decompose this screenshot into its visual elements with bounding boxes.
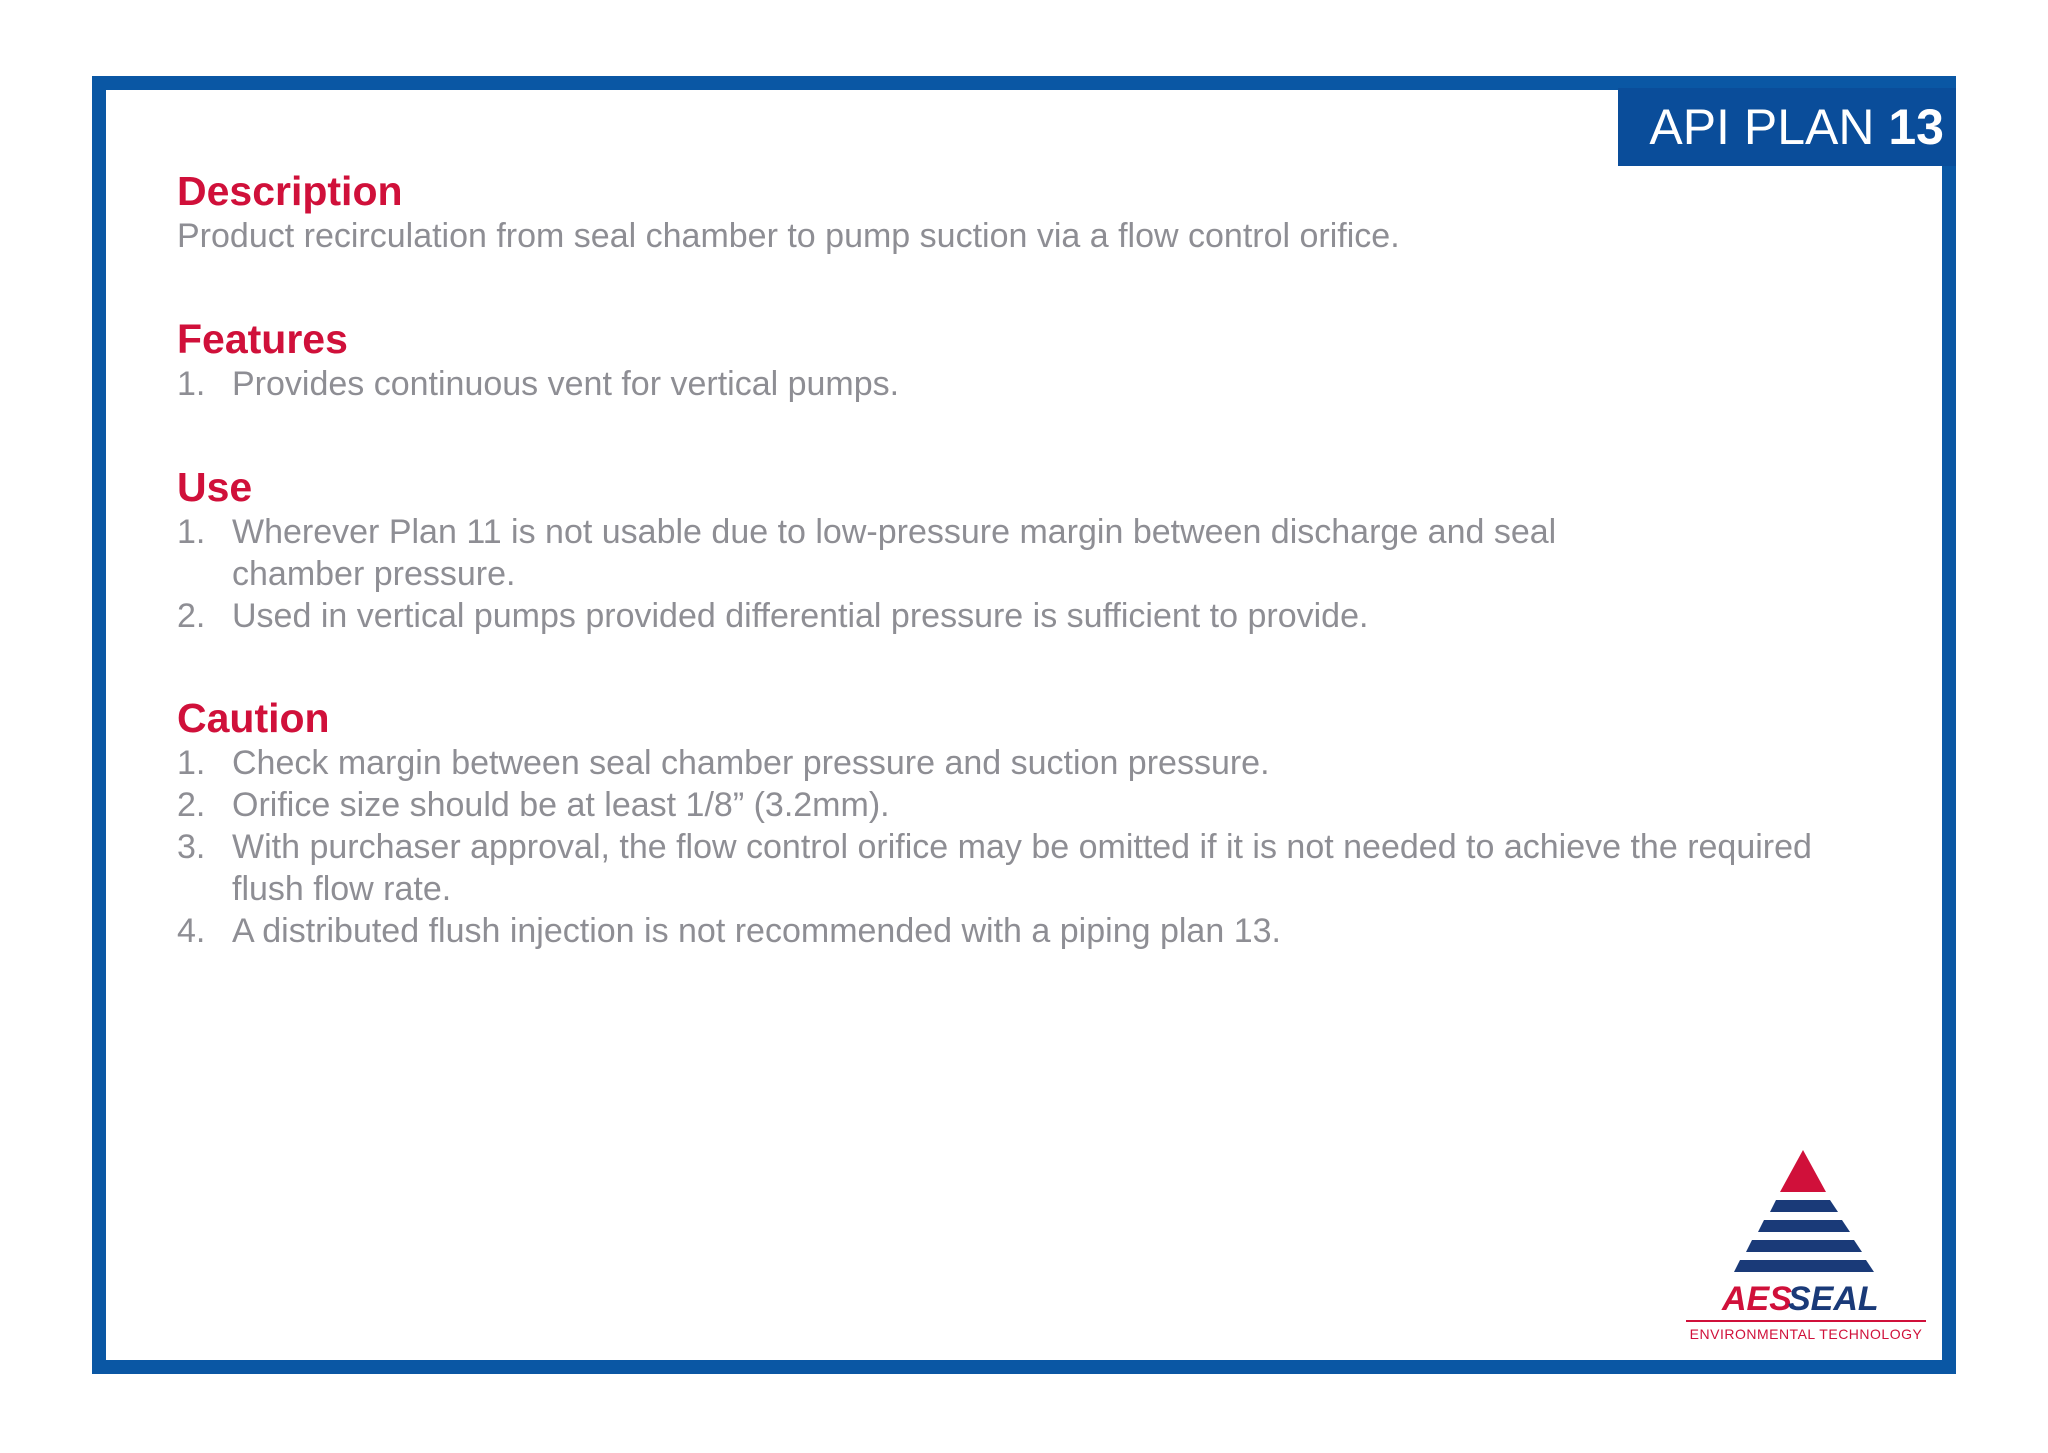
list-number: 1. xyxy=(177,365,206,403)
description-section xyxy=(177,167,1837,257)
caution-heading: Caution xyxy=(177,695,330,741)
logo-stripe xyxy=(1734,1260,1874,1272)
list-number: 1. xyxy=(177,513,206,551)
list-number: 2. xyxy=(177,597,206,635)
list-item xyxy=(177,742,1837,784)
badge-label: API PLAN xyxy=(1649,99,1875,155)
caution-section xyxy=(177,694,1837,952)
list-text: With purchaser approval, the flow control orifice may be omitted if it is not needed to achieve the required flush flow rate. xyxy=(232,828,1812,908)
logo-stripe xyxy=(1758,1220,1850,1232)
list-text: Provides continuous vent for vertical pumps. xyxy=(232,365,900,403)
features-heading: Features xyxy=(177,316,348,362)
description-text: Product recirculation from seal chamber to pump suction via a flow control orifice. xyxy=(177,217,1400,255)
badge-number: 13 xyxy=(1888,99,1944,155)
description-heading: Description xyxy=(177,168,403,214)
list-text: Wherever Plan 11 is not usable due to low-pressure margin between discharge and seal chamber pressure. xyxy=(232,513,1557,593)
api-plan-badge xyxy=(1618,89,1956,166)
use-heading: Use xyxy=(177,464,253,510)
list-item xyxy=(177,511,1657,595)
list-text: Used in vertical pumps provided differential pressure is sufficient to provide. xyxy=(232,597,1369,635)
logo-stripe xyxy=(1770,1200,1838,1212)
logo-text-aes: AES xyxy=(1722,1280,1792,1318)
list-number: 4. xyxy=(177,912,206,950)
list-item xyxy=(177,363,1837,405)
list-item xyxy=(177,826,1817,910)
logo-tagline: ENVIRONMENTAL TECHNOLOGY xyxy=(1689,1326,1923,1342)
list-item xyxy=(177,784,1837,826)
logo-peak xyxy=(1780,1150,1826,1192)
list-text: Orifice size should be at least 1/8” (3.2mm). xyxy=(232,786,890,824)
logo-text-seal: SEAL xyxy=(1788,1280,1879,1318)
list-number: 2. xyxy=(177,786,206,824)
logo-divider xyxy=(1686,1320,1926,1322)
list-number: 1. xyxy=(177,744,206,782)
features-section xyxy=(177,315,1837,405)
logo-stripe xyxy=(1746,1240,1862,1252)
list-number: 3. xyxy=(177,828,206,866)
use-section xyxy=(177,463,1837,637)
list-text: Check margin between seal chamber pressure and suction pressure. xyxy=(232,744,1270,782)
list-item xyxy=(177,595,1837,637)
list-item xyxy=(177,910,1837,952)
list-text: A distributed flush injection is not recommended with a piping plan 13. xyxy=(232,912,1281,950)
